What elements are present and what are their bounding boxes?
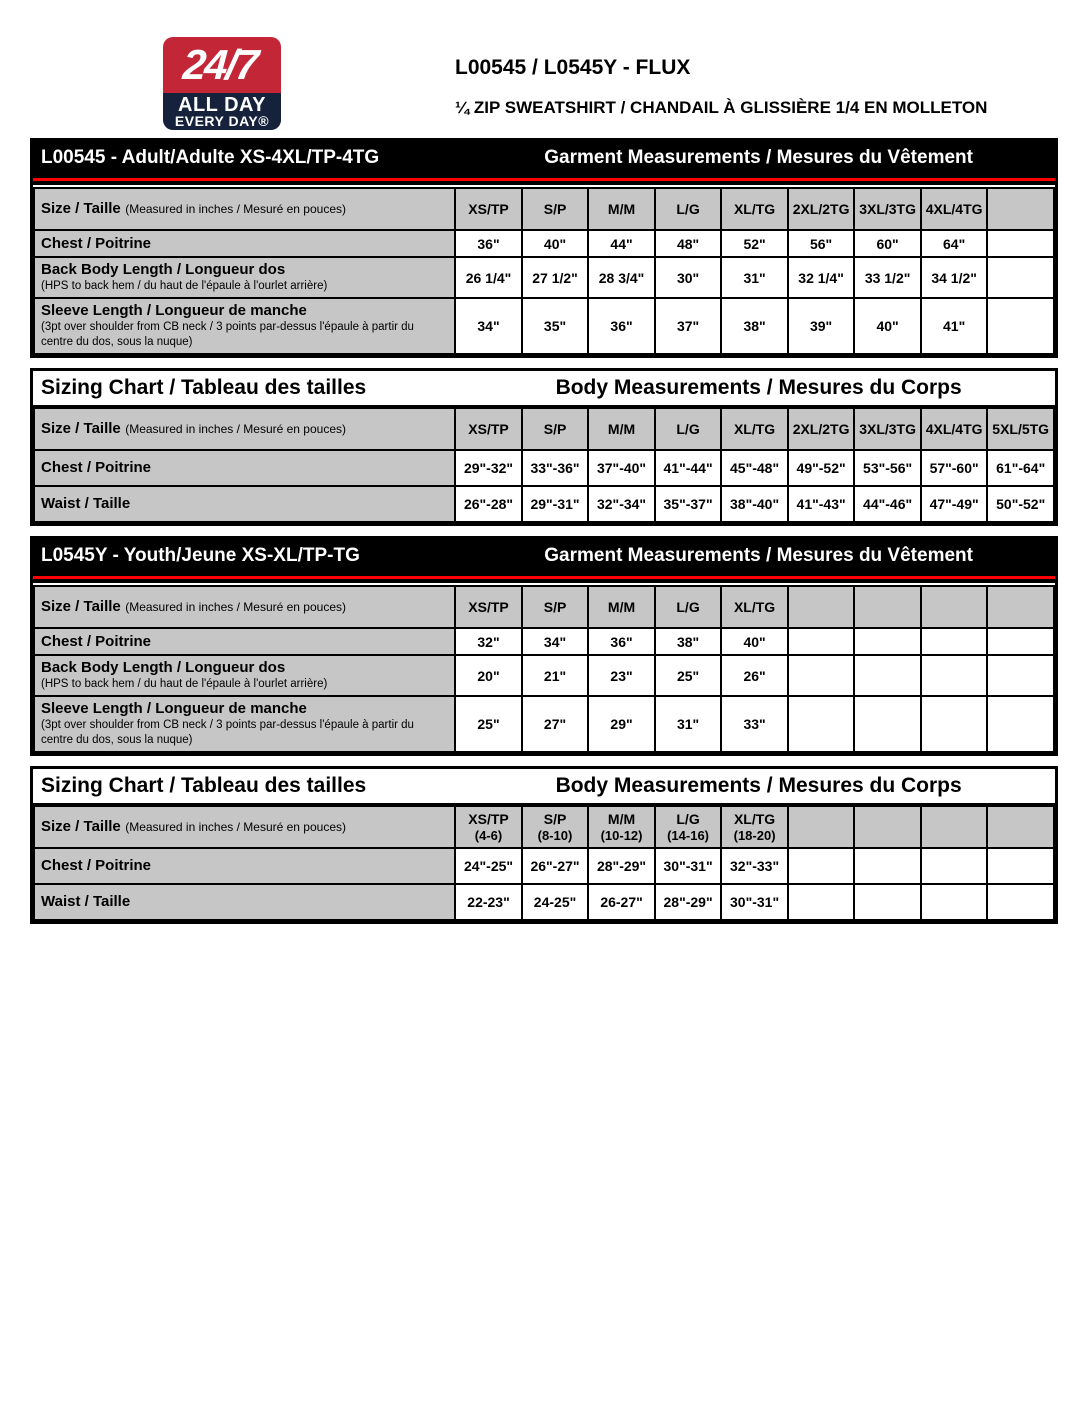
size-column-label: S/P (543, 200, 567, 217)
measurement-label: Chest / Poitrine (41, 632, 152, 650)
size-column-header (522, 408, 589, 450)
size-column-header (854, 586, 921, 628)
size-column-label: L/G (676, 200, 700, 217)
size-column-label: M/M (607, 810, 636, 827)
measurement-label: Back Body Length / Longueur dos (41, 659, 286, 676)
value-cell: 31" (721, 257, 788, 298)
value-cell: 36" (588, 298, 655, 354)
measurement-label-cell (34, 486, 455, 522)
value-cell: 33" (721, 696, 788, 752)
measurement-label-cell (34, 848, 455, 884)
value-cell: 40" (522, 230, 589, 257)
adult-garment-table (30, 138, 1058, 358)
measurement-note: (3pt over shoulder from CB neck / 3 points par-dessus l'épaule à partir du centre du dos, sous la nuque) (41, 719, 414, 746)
size-column-header (788, 586, 855, 628)
value-cell: 41"-43" (788, 486, 855, 522)
value-cell: 44" (588, 230, 655, 257)
value-cell: 37" (655, 298, 722, 354)
size-header-row (34, 408, 1054, 450)
size-column-header (455, 408, 522, 450)
value-cell: 39" (788, 298, 855, 354)
size-column-label: XS/TP (468, 810, 509, 827)
value-cell: 36" (455, 230, 522, 257)
value-cell: 30"-31" (655, 848, 722, 884)
value-cell: 35" (522, 298, 589, 354)
measurement-label: Chest / Poitrine (41, 459, 152, 476)
value-cell: 25" (655, 655, 722, 696)
size-column-header (987, 188, 1054, 230)
value-cell: 29"-32" (455, 450, 522, 486)
value-cell (987, 696, 1054, 752)
value-cell (987, 884, 1054, 920)
value-cell: 26-27" (588, 884, 655, 920)
value-cell: 27 1/2" (522, 257, 589, 298)
adult-body-title-bar (33, 371, 1055, 407)
logo-navy-panel (163, 93, 281, 130)
value-cell: 35"-37" (655, 486, 722, 522)
measurement-label: Sleeve Length / Longueur de manche (41, 700, 307, 717)
value-cell: 45"-48" (721, 450, 788, 486)
table-title-right: Garment Measurements / Mesures du Vêtement (544, 146, 973, 168)
adult-body-table (30, 368, 1058, 526)
value-cell (854, 655, 921, 696)
size-label: Size / Taille (41, 598, 121, 615)
size-column-header (854, 806, 921, 848)
measurement-label-cell (34, 696, 455, 752)
youth-body-grid (33, 805, 1055, 921)
value-cell: 30"-31" (721, 884, 788, 920)
value-cell: 48" (655, 230, 722, 257)
logo-every-day-text: EVERY DAY® (174, 112, 270, 129)
size-column-header (655, 188, 722, 230)
value-cell: 22-23" (455, 884, 522, 920)
value-cell: 20" (455, 655, 522, 696)
size-column-label: XL/TG (733, 810, 776, 827)
size-column-label: S/P (543, 420, 567, 437)
measurement-label: Waist / Taille (41, 893, 131, 910)
size-column-header (655, 408, 722, 450)
value-cell (788, 655, 855, 696)
value-cell: 26"-28" (455, 486, 522, 522)
value-cell: 47"-49" (921, 486, 988, 522)
size-column-label: 3XL/3TG (859, 420, 916, 437)
measurement-label: Chest / Poitrine (41, 234, 152, 252)
size-label-cell (34, 806, 455, 848)
value-cell (921, 848, 988, 884)
value-cell: 38"-40" (721, 486, 788, 522)
size-column-label: L/G (676, 420, 700, 437)
size-header-row (34, 806, 1054, 848)
value-cell: 56" (788, 230, 855, 257)
table-title-right: Garment Measurements / Mesures du Vêtement (544, 544, 973, 566)
size-column-label: XL/TG (733, 420, 776, 437)
value-cell (854, 848, 921, 884)
value-cell: 32 1/4" (788, 257, 855, 298)
value-cell: 41" (921, 298, 988, 354)
size-column-header (788, 408, 855, 450)
value-cell: 49"-52" (788, 450, 855, 486)
value-cell: 44"-46" (854, 486, 921, 522)
measurement-label-cell (34, 450, 455, 486)
value-cell (854, 696, 921, 752)
size-header-row (34, 586, 1054, 628)
measurement-row (34, 486, 1054, 522)
value-cell: 57"-60" (921, 450, 988, 486)
size-column-label: XS/TP (468, 420, 509, 437)
size-column-range: (8-10) (537, 827, 573, 843)
measurement-label-cell (34, 655, 455, 696)
size-measure-note: (Measured in inches / Mesuré en pouces) (125, 600, 346, 614)
size-column-header (854, 408, 921, 450)
measurement-row (34, 450, 1054, 486)
value-cell: 64" (921, 230, 988, 257)
size-column-label: M/M (607, 598, 636, 615)
value-cell: 61"-64" (987, 450, 1054, 486)
size-header-row (34, 188, 1054, 230)
size-column-header (788, 188, 855, 230)
value-cell: 34 1/2" (921, 257, 988, 298)
measurement-row (34, 257, 1054, 298)
size-column-header (721, 586, 788, 628)
brand-logo-247 (163, 37, 281, 130)
value-cell: 41"-44" (655, 450, 722, 486)
size-column-range: (14-16) (667, 827, 710, 843)
value-cell: 28"-29" (655, 884, 722, 920)
table-title-left: Sizing Chart / Tableau des tailles (41, 774, 367, 797)
size-column-label: 2XL/2TG (792, 200, 850, 217)
size-label: Size / Taille (41, 818, 121, 835)
value-cell: 40" (854, 298, 921, 354)
size-column-header (788, 806, 855, 848)
value-cell (921, 655, 988, 696)
measurement-note: (HPS to back hem / du haut de l'épaule à l'ourlet arrière) (41, 280, 328, 292)
value-cell: 26 1/4" (455, 257, 522, 298)
value-cell (921, 628, 988, 655)
size-column-label: S/P (543, 810, 567, 827)
size-column-label: XS/TP (468, 200, 509, 217)
value-cell: 21" (522, 655, 589, 696)
size-column-label: L/G (676, 810, 700, 827)
size-label: Size / Taille (41, 200, 121, 217)
measurement-label-cell (34, 298, 455, 354)
size-column-header (588, 586, 655, 628)
value-cell: 26"-27" (522, 848, 589, 884)
value-cell: 53"-56" (854, 450, 921, 486)
size-label-cell (34, 188, 455, 230)
size-column-header (921, 408, 988, 450)
value-cell: 24"-25" (455, 848, 522, 884)
value-cell: 32"-33" (721, 848, 788, 884)
youth-body-title-bar (33, 769, 1055, 805)
value-cell (788, 848, 855, 884)
value-cell: 24-25" (522, 884, 589, 920)
size-column-header (854, 188, 921, 230)
size-column-header (588, 408, 655, 450)
size-column-header (721, 806, 788, 848)
size-measure-note: (Measured in inches / Mesuré en pouces) (125, 202, 346, 216)
value-cell: 36" (588, 628, 655, 655)
value-cell (987, 230, 1054, 257)
measurement-label: Back Body Length / Longueur dos (41, 261, 286, 278)
logo-247-text: 24/7 (181, 41, 259, 88)
size-column-header (522, 586, 589, 628)
size-column-header (455, 188, 522, 230)
size-column-header (655, 586, 722, 628)
measurement-note: (3pt over shoulder from CB neck / 3 points par-dessus l'épaule à partir du centre du dos, sous la nuque) (41, 321, 414, 348)
value-cell: 28 3/4" (588, 257, 655, 298)
value-cell (788, 628, 855, 655)
product-subtitle: ¼ ZIP SWEATSHIRT / CHANDAIL À GLISSIÈRE 1/4 EN MOLLETON (455, 98, 988, 117)
size-column-label: XS/TP (468, 598, 509, 615)
measurement-row (34, 848, 1054, 884)
size-column-header (588, 806, 655, 848)
size-column-header (522, 806, 589, 848)
value-cell: 34" (455, 298, 522, 354)
size-column-range: (10-12) (600, 827, 643, 843)
value-cell: 28"-29" (588, 848, 655, 884)
value-cell: 23" (588, 655, 655, 696)
adult-garment-title-bar (33, 141, 1055, 174)
size-column-range: (4-6) (474, 827, 503, 843)
value-cell (921, 696, 988, 752)
value-cell: 31" (655, 696, 722, 752)
measurement-row (34, 696, 1054, 752)
tables-container (30, 138, 1058, 934)
value-cell: 40" (721, 628, 788, 655)
size-column-header (588, 188, 655, 230)
size-column-label: 4XL/4TG (925, 200, 983, 217)
value-cell (987, 298, 1054, 354)
value-cell: 38" (721, 298, 788, 354)
logo-red-panel (163, 37, 281, 93)
measurement-label-cell (34, 884, 455, 920)
size-column-header (921, 188, 988, 230)
red-accent-bar (33, 572, 1055, 583)
size-column-header (455, 586, 522, 628)
value-cell: 32"-34" (588, 486, 655, 522)
size-column-label: 4XL/4TG (925, 420, 983, 437)
size-label-cell (34, 408, 455, 450)
measurement-label-cell (34, 628, 455, 655)
size-measure-note: (Measured in inches / Mesuré en pouces) (125, 422, 346, 436)
youth-body-table (30, 766, 1058, 924)
value-cell: 60" (854, 230, 921, 257)
size-column-label: 3XL/3TG (859, 200, 916, 217)
value-cell: 32" (455, 628, 522, 655)
size-column-header (921, 806, 988, 848)
measurement-row (34, 655, 1054, 696)
size-column-header (522, 188, 589, 230)
value-cell: 50"-52" (987, 486, 1054, 522)
value-cell (921, 884, 988, 920)
red-accent-bar (33, 174, 1055, 185)
value-cell (788, 696, 855, 752)
value-cell (788, 884, 855, 920)
value-cell: 25" (455, 696, 522, 752)
table-title-right: Body Measurements / Mesures du Corps (555, 774, 962, 797)
value-cell: 37"-40" (588, 450, 655, 486)
size-column-header (921, 586, 988, 628)
table-title-left: Sizing Chart / Tableau des tailles (41, 376, 367, 399)
measurement-label-cell (34, 230, 455, 257)
measurement-label: Waist / Taille (41, 495, 131, 512)
measurement-label: Chest / Poitrine (41, 857, 152, 874)
youth-garment-grid (33, 585, 1055, 753)
value-cell (987, 257, 1054, 298)
table-title-left: L0545Y - Youth/Jeune XS-XL/TP-TG (41, 544, 360, 566)
value-cell: 34" (522, 628, 589, 655)
measurement-row (34, 628, 1054, 655)
youth-garment-table (30, 536, 1058, 756)
size-measure-note: (Measured in inches / Mesuré en pouces) (125, 820, 346, 834)
logo-all-day-text: ALL DAY (178, 93, 266, 116)
size-column-label: 2XL/2TG (792, 420, 850, 437)
measurement-row (34, 884, 1054, 920)
value-cell (854, 884, 921, 920)
size-column-label: S/P (543, 598, 567, 615)
size-column-label: M/M (607, 200, 636, 217)
value-cell: 52" (721, 230, 788, 257)
size-column-header (721, 188, 788, 230)
table-title-right: Body Measurements / Mesures du Corps (555, 376, 962, 399)
size-column-range: (18-20) (733, 827, 776, 843)
size-column-label: 5XL/5TG (992, 420, 1050, 437)
product-title: L00545 / L0545Y - FLUX (455, 56, 691, 79)
size-column-header (655, 806, 722, 848)
value-cell: 38" (655, 628, 722, 655)
value-cell: 26" (721, 655, 788, 696)
youth-garment-title-bar (33, 539, 1055, 572)
adult-body-grid (33, 407, 1055, 523)
size-column-label: XL/TG (733, 200, 776, 217)
measurement-row (34, 230, 1054, 257)
size-label-cell (34, 586, 455, 628)
adult-garment-grid (33, 187, 1055, 355)
value-cell: 33"-36" (522, 450, 589, 486)
value-cell (854, 628, 921, 655)
value-cell (987, 655, 1054, 696)
value-cell: 29" (588, 696, 655, 752)
size-column-header (987, 586, 1054, 628)
value-cell (987, 628, 1054, 655)
size-column-label: L/G (676, 598, 700, 615)
size-column-header (455, 806, 522, 848)
size-column-header (987, 408, 1054, 450)
size-column-header (987, 806, 1054, 848)
measurement-row (34, 298, 1054, 354)
measurement-note: (HPS to back hem / du haut de l'épaule à l'ourlet arrière) (41, 678, 328, 690)
size-column-label: XL/TG (733, 598, 776, 615)
value-cell (987, 848, 1054, 884)
size-column-header (721, 408, 788, 450)
size-label: Size / Taille (41, 420, 121, 437)
table-title-left: L00545 - Adult/Adulte XS-4XL/TP-4TG (41, 146, 380, 168)
measurement-label: Sleeve Length / Longueur de manche (41, 302, 307, 319)
value-cell: 30" (655, 257, 722, 298)
size-column-label: M/M (607, 420, 636, 437)
value-cell: 33 1/2" (854, 257, 921, 298)
value-cell: 27" (522, 696, 589, 752)
measurement-label-cell (34, 257, 455, 298)
value-cell: 29"-31" (522, 486, 589, 522)
